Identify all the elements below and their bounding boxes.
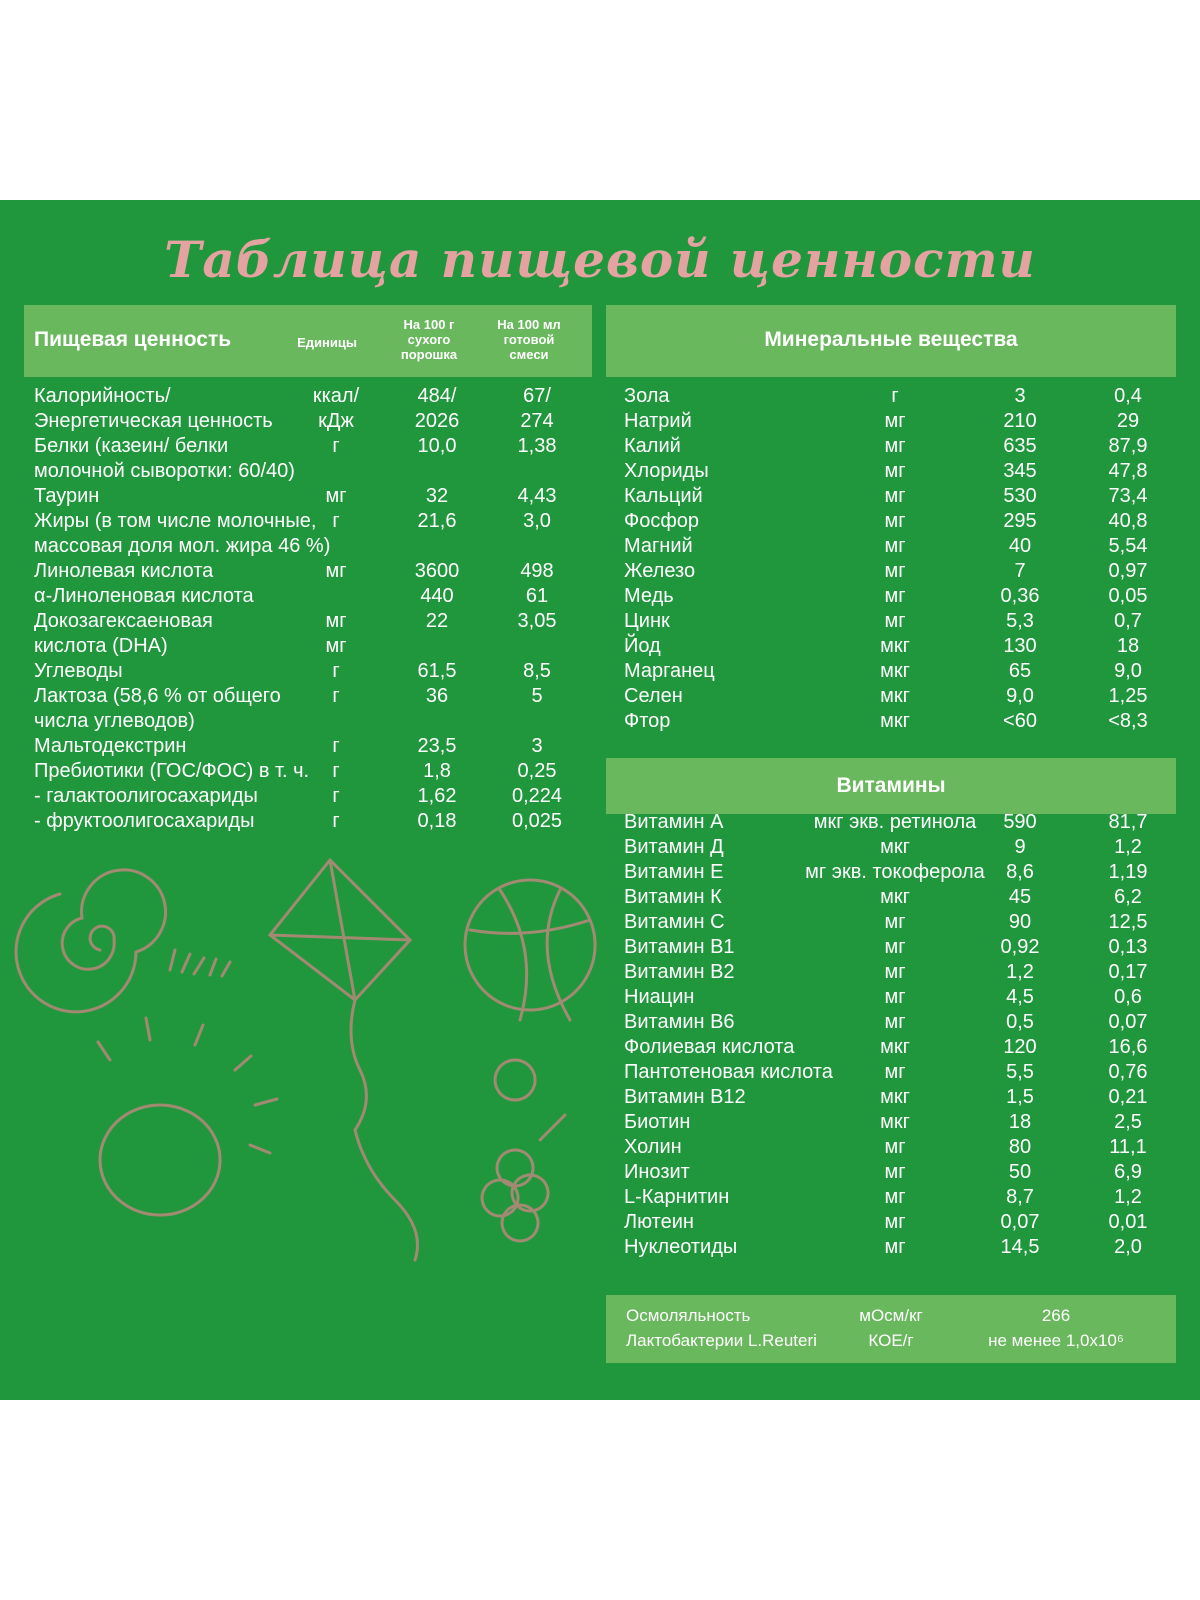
cell-v2: 5 <box>531 685 543 707</box>
cell-v2: <8,3 <box>1108 710 1148 732</box>
cell-name: Витамин В6 <box>624 1011 735 1033</box>
cell-v1: 23,5 <box>417 735 457 757</box>
cell-unit: мг <box>325 560 347 582</box>
cell-v2: 8,5 <box>523 660 551 682</box>
cell-v2: 0,6 <box>1114 986 1142 1008</box>
cell-unit: мг экв. токоферола <box>805 861 985 883</box>
cell-name: Витамин А <box>624 811 724 833</box>
cell-v1: 0,36 <box>1000 585 1040 607</box>
cell-unit: кДж <box>318 410 354 432</box>
cell-unit: мг <box>884 1211 906 1233</box>
cell-name: Магний <box>624 535 693 557</box>
cell-v2: 6,2 <box>1114 886 1142 908</box>
cell-name: Медь <box>624 585 674 607</box>
cell-name: Фосфор <box>624 510 700 532</box>
cell-unit: г <box>332 435 340 457</box>
cell-v2: 12,5 <box>1108 911 1148 933</box>
cell-v1: 0,5 <box>1006 1011 1034 1033</box>
cell-v2: 61 <box>525 585 549 607</box>
ball-doodle-icon <box>465 880 595 1020</box>
cell-v2: 3 <box>531 735 543 757</box>
cell-name: Холин <box>624 1136 682 1158</box>
cell-v1: 50 <box>1008 1161 1032 1183</box>
cell-v1: 120 <box>1003 1036 1037 1058</box>
cell-unit: мкг <box>880 635 910 657</box>
cell-v1: 22 <box>425 610 449 632</box>
cell-name: Фолиевая кислота <box>624 1036 795 1058</box>
cell-v2: 2,0 <box>1114 1236 1142 1258</box>
cell-v2: 3,0 <box>523 510 551 532</box>
cell-name: Йод <box>624 635 661 657</box>
cell-v1: 590 <box>1003 811 1037 833</box>
footer-unit: КОЕ/г <box>868 1331 914 1350</box>
cell-name: Нуклеотиды <box>624 1236 738 1258</box>
cell-unit: мг <box>884 560 906 582</box>
cell-name: Цинк <box>624 610 670 632</box>
kite-doodle-icon <box>270 860 418 1260</box>
cell-unit: мг <box>884 961 906 983</box>
header-per-100ml-line: На 100 мл <box>497 317 561 332</box>
nutrition-panel <box>0 200 1200 1400</box>
cell-v2: 274 <box>520 410 554 432</box>
cell-unit: мг <box>884 510 906 532</box>
cell-name: L-Карнитин <box>624 1186 730 1208</box>
cell-unit: г <box>332 510 340 532</box>
cell-v1: 7 <box>1014 560 1026 582</box>
footer-row <box>606 1328 1176 1353</box>
cell-v1: 40 <box>1008 535 1032 557</box>
cell-unit: мг <box>884 460 906 482</box>
cell-v2: 0,4 <box>1114 385 1142 407</box>
header-per-100g-line: порошка <box>400 347 458 362</box>
cell-v2: 67/ <box>523 385 551 407</box>
cell-v1: 65 <box>1008 660 1032 682</box>
cell-name: Инозит <box>624 1161 690 1183</box>
cell-unit: г <box>332 735 340 757</box>
page-title: Таблица пищевой ценности <box>164 230 1036 289</box>
cell-v1: 36 <box>425 685 449 707</box>
cell-unit: г <box>332 810 340 832</box>
cell-unit: мг <box>884 535 906 557</box>
cell-v1: 2026 <box>414 410 460 432</box>
cell-v1: 1,8 <box>423 760 451 782</box>
cell-v1: 80 <box>1008 1136 1032 1158</box>
cell-v1: 3600 <box>414 560 460 582</box>
footer-unit: мОсм/кг <box>859 1306 923 1325</box>
cell-name: Марганец <box>624 660 715 682</box>
footer-box <box>606 1295 1176 1363</box>
cell-unit: мкг <box>880 886 910 908</box>
cell-v1: 0,92 <box>1000 936 1040 958</box>
cell-v2: 47,8 <box>1108 460 1148 482</box>
cell-name: Калорийность/ <box>34 385 171 407</box>
cell-name: - фруктоолигосахариды <box>34 810 255 832</box>
cell-unit: мг <box>884 1136 906 1158</box>
cell-name: Хлориды <box>624 460 709 482</box>
cell-v1: 0,07 <box>1000 1211 1040 1233</box>
cell-name: Витамин В2 <box>624 961 735 983</box>
cell-v2: 2,5 <box>1114 1111 1142 1133</box>
cell-v2: 498 <box>520 560 554 582</box>
cell-name: Линолевая кислота <box>34 560 214 582</box>
cell-name: Докозагексаеновая <box>34 610 213 632</box>
cell-v1: 484/ <box>417 385 457 407</box>
header-per-100ml-line: готовой <box>503 332 555 347</box>
footer-value: не менее 1,0х10⁶ <box>988 1331 1124 1350</box>
cell-v2: 1,25 <box>1108 685 1148 707</box>
cell-unit: г <box>332 685 340 707</box>
cell-v1: 8,7 <box>1006 1186 1034 1208</box>
header-per-100g <box>384 317 474 362</box>
cell-unit: мг <box>325 610 347 632</box>
cell-v2: 0,224 <box>511 785 563 807</box>
cell-v1: 345 <box>1003 460 1037 482</box>
cell-v2: 1,38 <box>517 435 557 457</box>
cell-v1: 1,2 <box>1006 961 1034 983</box>
cell-v2: 40,8 <box>1108 510 1148 532</box>
cell-v1: 530 <box>1003 485 1037 507</box>
cell-v2: 0,97 <box>1108 560 1148 582</box>
cell-name: числа углеводов) <box>34 710 195 732</box>
cell-v1: 210 <box>1003 410 1037 432</box>
cell-v1: 3 <box>1014 385 1026 407</box>
cell-unit: мг <box>884 936 906 958</box>
cell-name: Таурин <box>34 485 100 507</box>
cell-name: Калий <box>624 435 681 457</box>
cell-unit: мкг экв. ретинола <box>813 811 977 833</box>
header-per-100ml-line: смеси <box>509 347 549 362</box>
cell-v1: 21,6 <box>417 510 457 532</box>
footer-row <box>606 1303 1176 1328</box>
cell-v1: 1,5 <box>1006 1086 1034 1108</box>
cell-name: Фтор <box>624 710 671 732</box>
cell-name: Зола <box>624 385 670 407</box>
cell-name: Пантотеновая кислота <box>624 1061 833 1083</box>
cell-v2: 0,05 <box>1108 585 1148 607</box>
cell-v2: 16,6 <box>1108 1036 1148 1058</box>
cell-unit: мг <box>884 1236 906 1258</box>
cell-name: Витамин Д <box>624 836 724 858</box>
cell-name: Витамин К <box>624 886 722 908</box>
cell-v1: 5,5 <box>1006 1061 1034 1083</box>
cell-v2: 9,0 <box>1114 660 1142 682</box>
cell-v1: 635 <box>1003 435 1037 457</box>
cell-v1: 440 <box>420 585 454 607</box>
cell-name: Лютеин <box>624 1211 694 1233</box>
cell-unit: мг <box>884 1161 906 1183</box>
cell-v1: 130 <box>1003 635 1037 657</box>
cell-name: α-Линоленовая кислота <box>34 585 254 607</box>
cell-unit: мкг <box>880 836 910 858</box>
cell-name: Пребиотики (ГОС/ФОС) в т. ч. <box>34 760 310 782</box>
cell-name: - галактоолигосахариды <box>34 785 258 807</box>
cell-name: кислота (DHA) <box>34 635 168 657</box>
cell-unit: мкг <box>880 660 910 682</box>
cell-v2: 11,1 <box>1109 1136 1147 1158</box>
cell-name: Натрий <box>624 410 692 432</box>
cell-v2: 73,4 <box>1108 485 1148 507</box>
cell-unit: мг <box>884 1186 906 1208</box>
cell-v2: 0,01 <box>1108 1211 1148 1233</box>
cell-unit: ккал/ <box>312 385 360 407</box>
cell-v2: 1,2 <box>1114 836 1142 858</box>
cell-v2: 0,13 <box>1108 936 1148 958</box>
cell-v1: 14,5 <box>1000 1236 1040 1258</box>
cell-v1: <60 <box>1003 710 1037 732</box>
vitamins-header-label: Витамины <box>836 774 946 797</box>
cell-unit: мг <box>884 410 906 432</box>
cell-name: Витамин В1 <box>624 936 735 958</box>
cell-unit: мкг <box>880 1086 910 1108</box>
cell-v1: 61,5 <box>417 660 457 682</box>
cell-unit: мг <box>884 1011 906 1033</box>
cell-v1: 0,18 <box>417 810 457 832</box>
cell-name: Витамин В12 <box>624 1086 746 1108</box>
cell-name: Жиры (в том числе молочные, <box>34 510 317 532</box>
cell-name: Углеводы <box>34 660 123 682</box>
cell-v2: 1,2 <box>1114 1186 1142 1208</box>
cell-v2: 3,05 <box>517 610 557 632</box>
cell-v2: 0,76 <box>1108 1061 1148 1083</box>
cell-v1: 9,0 <box>1006 685 1034 707</box>
cell-unit: мг <box>884 986 906 1008</box>
cell-name: Селен <box>624 685 683 707</box>
cell-unit: г <box>332 785 340 807</box>
cell-v2: 18 <box>1116 635 1140 657</box>
cell-v2: 6,9 <box>1114 1161 1142 1183</box>
cell-v1: 18 <box>1008 1111 1032 1133</box>
cell-v2: 4,43 <box>517 485 557 507</box>
cell-unit: мг <box>884 585 906 607</box>
cell-v1: 10,0 <box>417 435 457 457</box>
cell-v2: 81,7 <box>1108 811 1148 833</box>
cell-unit: мг <box>884 435 906 457</box>
cell-name: Мальтодекстрин <box>34 735 187 757</box>
minerals-header <box>606 305 1176 377</box>
cell-v1: 45 <box>1008 886 1032 908</box>
cell-unit: г <box>332 660 340 682</box>
cell-v1: 8,6 <box>1006 861 1034 883</box>
cell-v1: 1,62 <box>417 785 457 807</box>
cell-name: Витамин С <box>624 911 725 933</box>
cell-v1: 5,3 <box>1006 610 1034 632</box>
minerals-header-label: Минеральные вещества <box>764 328 1018 351</box>
header-name: Пищевая ценность <box>34 328 232 351</box>
cell-v2: 0,25 <box>517 760 557 782</box>
cell-v2: 29 <box>1116 410 1140 432</box>
cell-v2: 0,17 <box>1108 961 1148 983</box>
cell-v2: 1,19 <box>1108 861 1148 883</box>
cell-v2: 87,9 <box>1108 435 1148 457</box>
cell-v1: 32 <box>425 485 449 507</box>
grass-doodle-icon <box>170 950 230 976</box>
cell-name: Энергетическая ценность <box>34 410 273 432</box>
footer-name: Лактобактерии L.Reuteri <box>626 1331 817 1350</box>
cell-v1: 9 <box>1014 836 1026 858</box>
cell-unit: мкг <box>880 1036 910 1058</box>
cell-v1: 90 <box>1008 911 1032 933</box>
cell-unit: мг <box>884 911 906 933</box>
cell-name: Лактоза (58,6 % от общего <box>34 685 281 707</box>
cell-unit: мкг <box>880 685 910 707</box>
vitamins-header <box>606 758 1176 814</box>
cell-unit: мг <box>884 610 906 632</box>
cell-unit: мкг <box>880 710 910 732</box>
sun-doodle-icon <box>98 1018 277 1215</box>
cell-v2: 5,54 <box>1108 535 1148 557</box>
cell-v2: 0,025 <box>511 810 563 832</box>
cell-unit: г <box>332 760 340 782</box>
cell-v1: 295 <box>1003 510 1037 532</box>
cell-name: массовая доля мол. жира 46 %) <box>34 535 331 557</box>
cell-name: Биотин <box>624 1111 691 1133</box>
cell-unit: мг <box>884 485 906 507</box>
cell-name: Белки (казеин/ белки <box>34 435 229 457</box>
cell-unit: г <box>891 385 899 407</box>
cell-name: Железо <box>624 560 696 582</box>
footer-name: Осмоляльность <box>626 1306 751 1325</box>
nutrition-header <box>24 305 592 377</box>
footer-value: 266 <box>1041 1306 1071 1325</box>
header-per-100g-line: На 100 г <box>403 317 455 332</box>
cell-unit: мкг <box>880 1111 910 1133</box>
berry-doodle-icon <box>482 1115 565 1241</box>
header-unit: Единицы <box>297 335 357 350</box>
cell-unit: мг <box>325 485 347 507</box>
header-per-100g-line: сухого <box>407 332 451 347</box>
cell-v1: 4,5 <box>1006 986 1034 1008</box>
cell-v2: 0,21 <box>1108 1086 1148 1108</box>
cell-unit: мг <box>884 1061 906 1083</box>
cell-name: молочной сыворотки: 60/40) <box>34 460 295 482</box>
spiral-doodle-icon <box>16 870 166 1012</box>
cell-name: Ниацин <box>624 986 695 1008</box>
cell-name: Кальций <box>624 485 703 507</box>
header-per-100ml <box>484 317 574 362</box>
cell-unit: мг <box>325 635 347 657</box>
cell-v2: 0,7 <box>1114 610 1142 632</box>
cell-name: Витамин Е <box>624 861 724 883</box>
cell-v2: 0,07 <box>1108 1011 1148 1033</box>
small-ball-doodle-icon <box>495 1060 535 1100</box>
